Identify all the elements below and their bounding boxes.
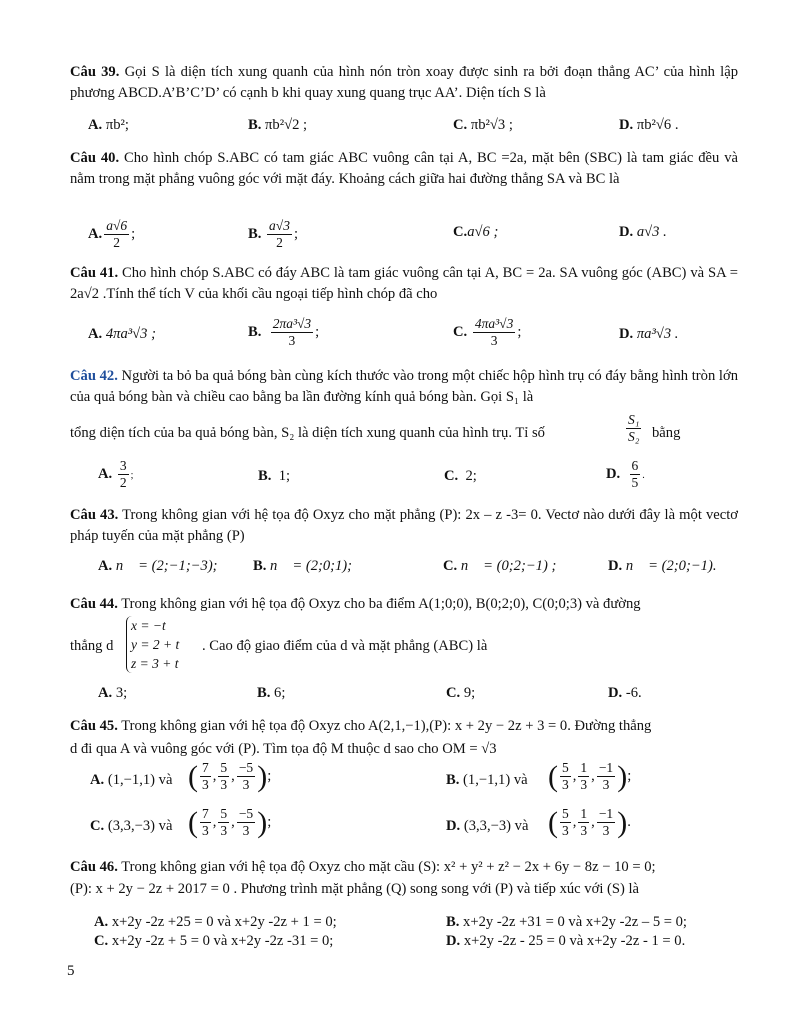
answer-c: 9; xyxy=(463,685,476,701)
answer-d: πb²√6 . xyxy=(636,117,679,133)
answer-c: $\frac{\text{4πa³√3}}{3}$ xyxy=(474,316,514,348)
answers-41: A. 4πa³√3 ; B. $\frac{\text{2πa³√3}}{3}$ ; C. $\frac{\text{4πa³√3}}{3}$ ; D. πa³√3 . xyxy=(88,316,679,348)
question-44 xyxy=(70,594,738,615)
answer-a: $\frac{a√6}{2}$ xyxy=(106,218,128,250)
question-46 xyxy=(70,857,738,878)
answer-a-point: (1,−1,1) và xyxy=(107,772,173,788)
answer-a: x+2y -2z +25 = 0 và x+2y -2z + 1 = 0; xyxy=(111,914,337,930)
question-text: Cho hình chóp S.ABC có tam giác ABC vuông cân tại A, BC =2a, mặt bên (SBC) là tam giác đều và nằm trong mặt phẳng vuông góc với mặt đáy. Khoảng cách giữa hai đường thẳng SA và BC là xyxy=(70,150,738,187)
question-45 xyxy=(70,716,738,737)
question-label: Câu 44. xyxy=(70,596,118,612)
answer-a: 4πa³√3 ; xyxy=(105,326,156,342)
answer-c-point: (3,3,−3) và xyxy=(107,818,173,834)
answer-b-fraction-point: ( $\frac{5}{3}$ , $\frac{1}{3}$ , $\frac{-1}{3}$ ); xyxy=(548,759,632,793)
question-46-line2: (P): x + 2y − 2z + 2017 = 0 . Phương trình mặt phẳng (Q) song song với (P) và tiếp xúc với (S) là xyxy=(70,881,640,897)
question-text: Trong không gian với hệ tọa độ Oxyz cho mặt cầu (S): x² + y² + z² − 2x + 6y − 8z − 10 = 0; xyxy=(121,859,656,875)
answer-d: -6. xyxy=(625,685,642,701)
answer-b: 6; xyxy=(274,685,286,701)
answer-d-fraction-point: ( $\frac{5}{3}$ , $\frac{1}{3}$ , $\frac{-1}{3}$ ). xyxy=(548,805,631,839)
question-45-line2: d đi qua A và vuông góc với (P). Tìm tọa độ M thuộc d sao cho OM = √3 xyxy=(70,741,497,757)
answer-d: $\frac{6}{5}$ xyxy=(631,458,639,490)
answer-a: n⃗ = (2;−1;−3); xyxy=(115,558,218,574)
question-text: Gọi S là diện tích xung quanh của hình nón tròn xoay được sinh ra bởi đoạn thẳng AC’ của hình lập phương ABCD.A’B’C’D’ có cạnh b khi quay xung quang trục AA’. Diện tích S là xyxy=(70,64,738,101)
answer-c: n⃗ = (0;2;−1) ; xyxy=(460,558,557,574)
answer-d: x+2y -2z - 25 = 0 và x+2y -2z - 1 = 0. xyxy=(463,933,686,949)
question-text: Người ta bỏ ba quả bóng bàn cùng kích thước vào trong một chiếc hộp hình trụ có đáy bằng hình tròn lớn của quả bóng bàn và chiều cao bằng ba lần đường kính quả bóng bàn. Gọi S₁ là xyxy=(70,368,738,405)
answer-b: $\frac{a√3}{2}$ xyxy=(269,218,290,250)
answers-44: A. 3; B. 6; C. 9; D. -6. xyxy=(98,685,642,701)
answer-b: n⃗ = (2;0;1); xyxy=(270,558,353,574)
question-label: Câu 43. xyxy=(70,507,119,523)
question-39 xyxy=(70,62,738,104)
answer-b: 1; xyxy=(278,468,291,484)
answer-b: πb²√2 ; xyxy=(265,117,308,133)
answer-b: x+2y -2z +31 = 0 và x+2y -2z – 5 = 0; xyxy=(463,914,687,930)
answer-d: n⃗ = (2;0;−1). xyxy=(625,558,717,574)
question-text: Trong không gian với hệ tọa độ Oxyz cho A(2,1,−1),(P): x + 2y − 2z + 3 = 0. Đường thẳng xyxy=(121,718,652,734)
question-43 xyxy=(70,505,738,547)
question-text: Trong không gian với hệ tọa độ Oxyz cho mặt phẳng (P): 2x – z -3= 0. Vectơ nào dưới đây là một vectơ pháp tuyến của mặt phẳng (P) xyxy=(70,507,739,544)
answer-c: πb²√3 ; xyxy=(470,117,513,133)
answer-c-fraction-point: ( $\frac{7}{3}$ , $\frac{5}{3}$ , $\frac{-5}{3}$ ); xyxy=(188,805,272,839)
answer-d: πa³√3 . xyxy=(636,326,679,342)
question-label: Câu 42. xyxy=(70,368,118,384)
answer-c: x+2y -2z + 5 = 0 và x+2y -2z -31 = 0; xyxy=(111,933,334,949)
question-label: Câu 41. xyxy=(70,265,119,281)
question-41 xyxy=(70,263,738,305)
question-label: Câu 39. xyxy=(70,64,120,80)
page-number: 5 xyxy=(67,963,75,979)
question-text: Cho hình chóp S.ABC có đáy ABC là tam giác vuông cân tại A, BC = 2a. SA vuông góc (ABC) và SA = 2a√2 .Tính thể tích V của khối cầu ngoại tiếp hình chóp đã cho xyxy=(70,265,738,302)
answer-a: $\frac{3}{2}$ xyxy=(119,458,127,490)
question-44-line2: thẳng d x = −t y = 2 + t z = 3 + t . Cao độ giao điểm của d và mặt phẳng (ABC) là xyxy=(70,618,488,671)
question-label: Câu 45. xyxy=(70,718,118,734)
answer-c: a√6 ; xyxy=(467,224,499,240)
answers-39: A. πb²; B. πb²√2 ; C. πb²√3 ; D. πb²√6 . xyxy=(88,117,679,133)
question-label: Câu 46. xyxy=(70,859,118,875)
answers-43: A. n⃗ = (2;−1;−3); B. n⃗ = (2;0;1); C. n⃗ = (0;2;−1) ; D. n⃗ = (2;0;−1). xyxy=(98,558,717,574)
question-40 xyxy=(70,148,738,190)
answer-b: $\frac{\text{2πa³√3}}{3}$ xyxy=(272,316,312,348)
answer-c: 2; xyxy=(465,468,477,484)
answer-a-fraction-point: ( $\frac{7}{3}$ , $\frac{5}{3}$ , $\frac{-5}{3}$ ); xyxy=(188,759,272,793)
answers-42: A. $\frac{3}{2}$ ; B. 1; C. 2; D. $\frac{6}{5}$ . xyxy=(98,458,645,490)
answer-a: πb²; xyxy=(105,117,129,133)
answer-d-point: (3,3,−3) và xyxy=(463,818,529,834)
line-equation-system: x = −t y = 2 + t z = 3 + t xyxy=(126,616,179,673)
question-42 xyxy=(70,366,738,408)
answers-45-row1: A. (1,−1,1) và ( $\frac{7}{3}$ , $\frac{5}{3}$ , $\frac{-5}{3}$ ); B. (1,−1,1) và ( $\frac{5}{3}$ , $\frac{1}{3}$ , $\frac{-1}{3}$ ); xyxy=(90,759,632,793)
answers-46: A. x+2y -2z +25 = 0 và x+2y -2z + 1 = 0; B. x+2y -2z +31 = 0 và x+2y -2z – 5 = 0; C. x+2y -2z + 5 = 0 và x+2y -2z -31 = 0; D. x+2y -2z - 25 = 0 và x+2y -2z - 1 = 0. xyxy=(94,914,687,949)
ratio-fraction: $\frac{\text{S₁}}{\text{S₂}}$ xyxy=(628,412,640,444)
answer-d: a√3 . xyxy=(636,224,667,240)
answer-b-point: (1,−1,1) và xyxy=(463,772,528,788)
answer-a: 3; xyxy=(115,685,128,701)
question-label: Câu 40. xyxy=(70,150,120,166)
answers-45-row2: C. (3,3,−3) và ( $\frac{7}{3}$ , $\frac{5}{3}$ , $\frac{-5}{3}$ ); D. (3,3,−3) và ( $\frac{5}{3}$ , $\frac{1}{3}$ , $\frac{-1}{3}$ ). xyxy=(90,805,631,839)
answers-40: A. $\frac{a√6}{2}$ ; B. $\frac{a√3}{2}$ ; C.a√6 ; D. a√3 . xyxy=(88,218,667,250)
question-42-line2: tổng diện tích của ba quả bóng bàn, S₂ là diện tích xung quanh của hình trụ. Tỉ số $\frac{\text{S₁}}{\text{S₂}}$ bằng xyxy=(70,412,681,444)
question-text: Trong không gian với hệ tọa độ Oxyz cho ba điểm A(1;0;0), B(0;2;0), C(0;0;3) và đường xyxy=(121,596,641,612)
